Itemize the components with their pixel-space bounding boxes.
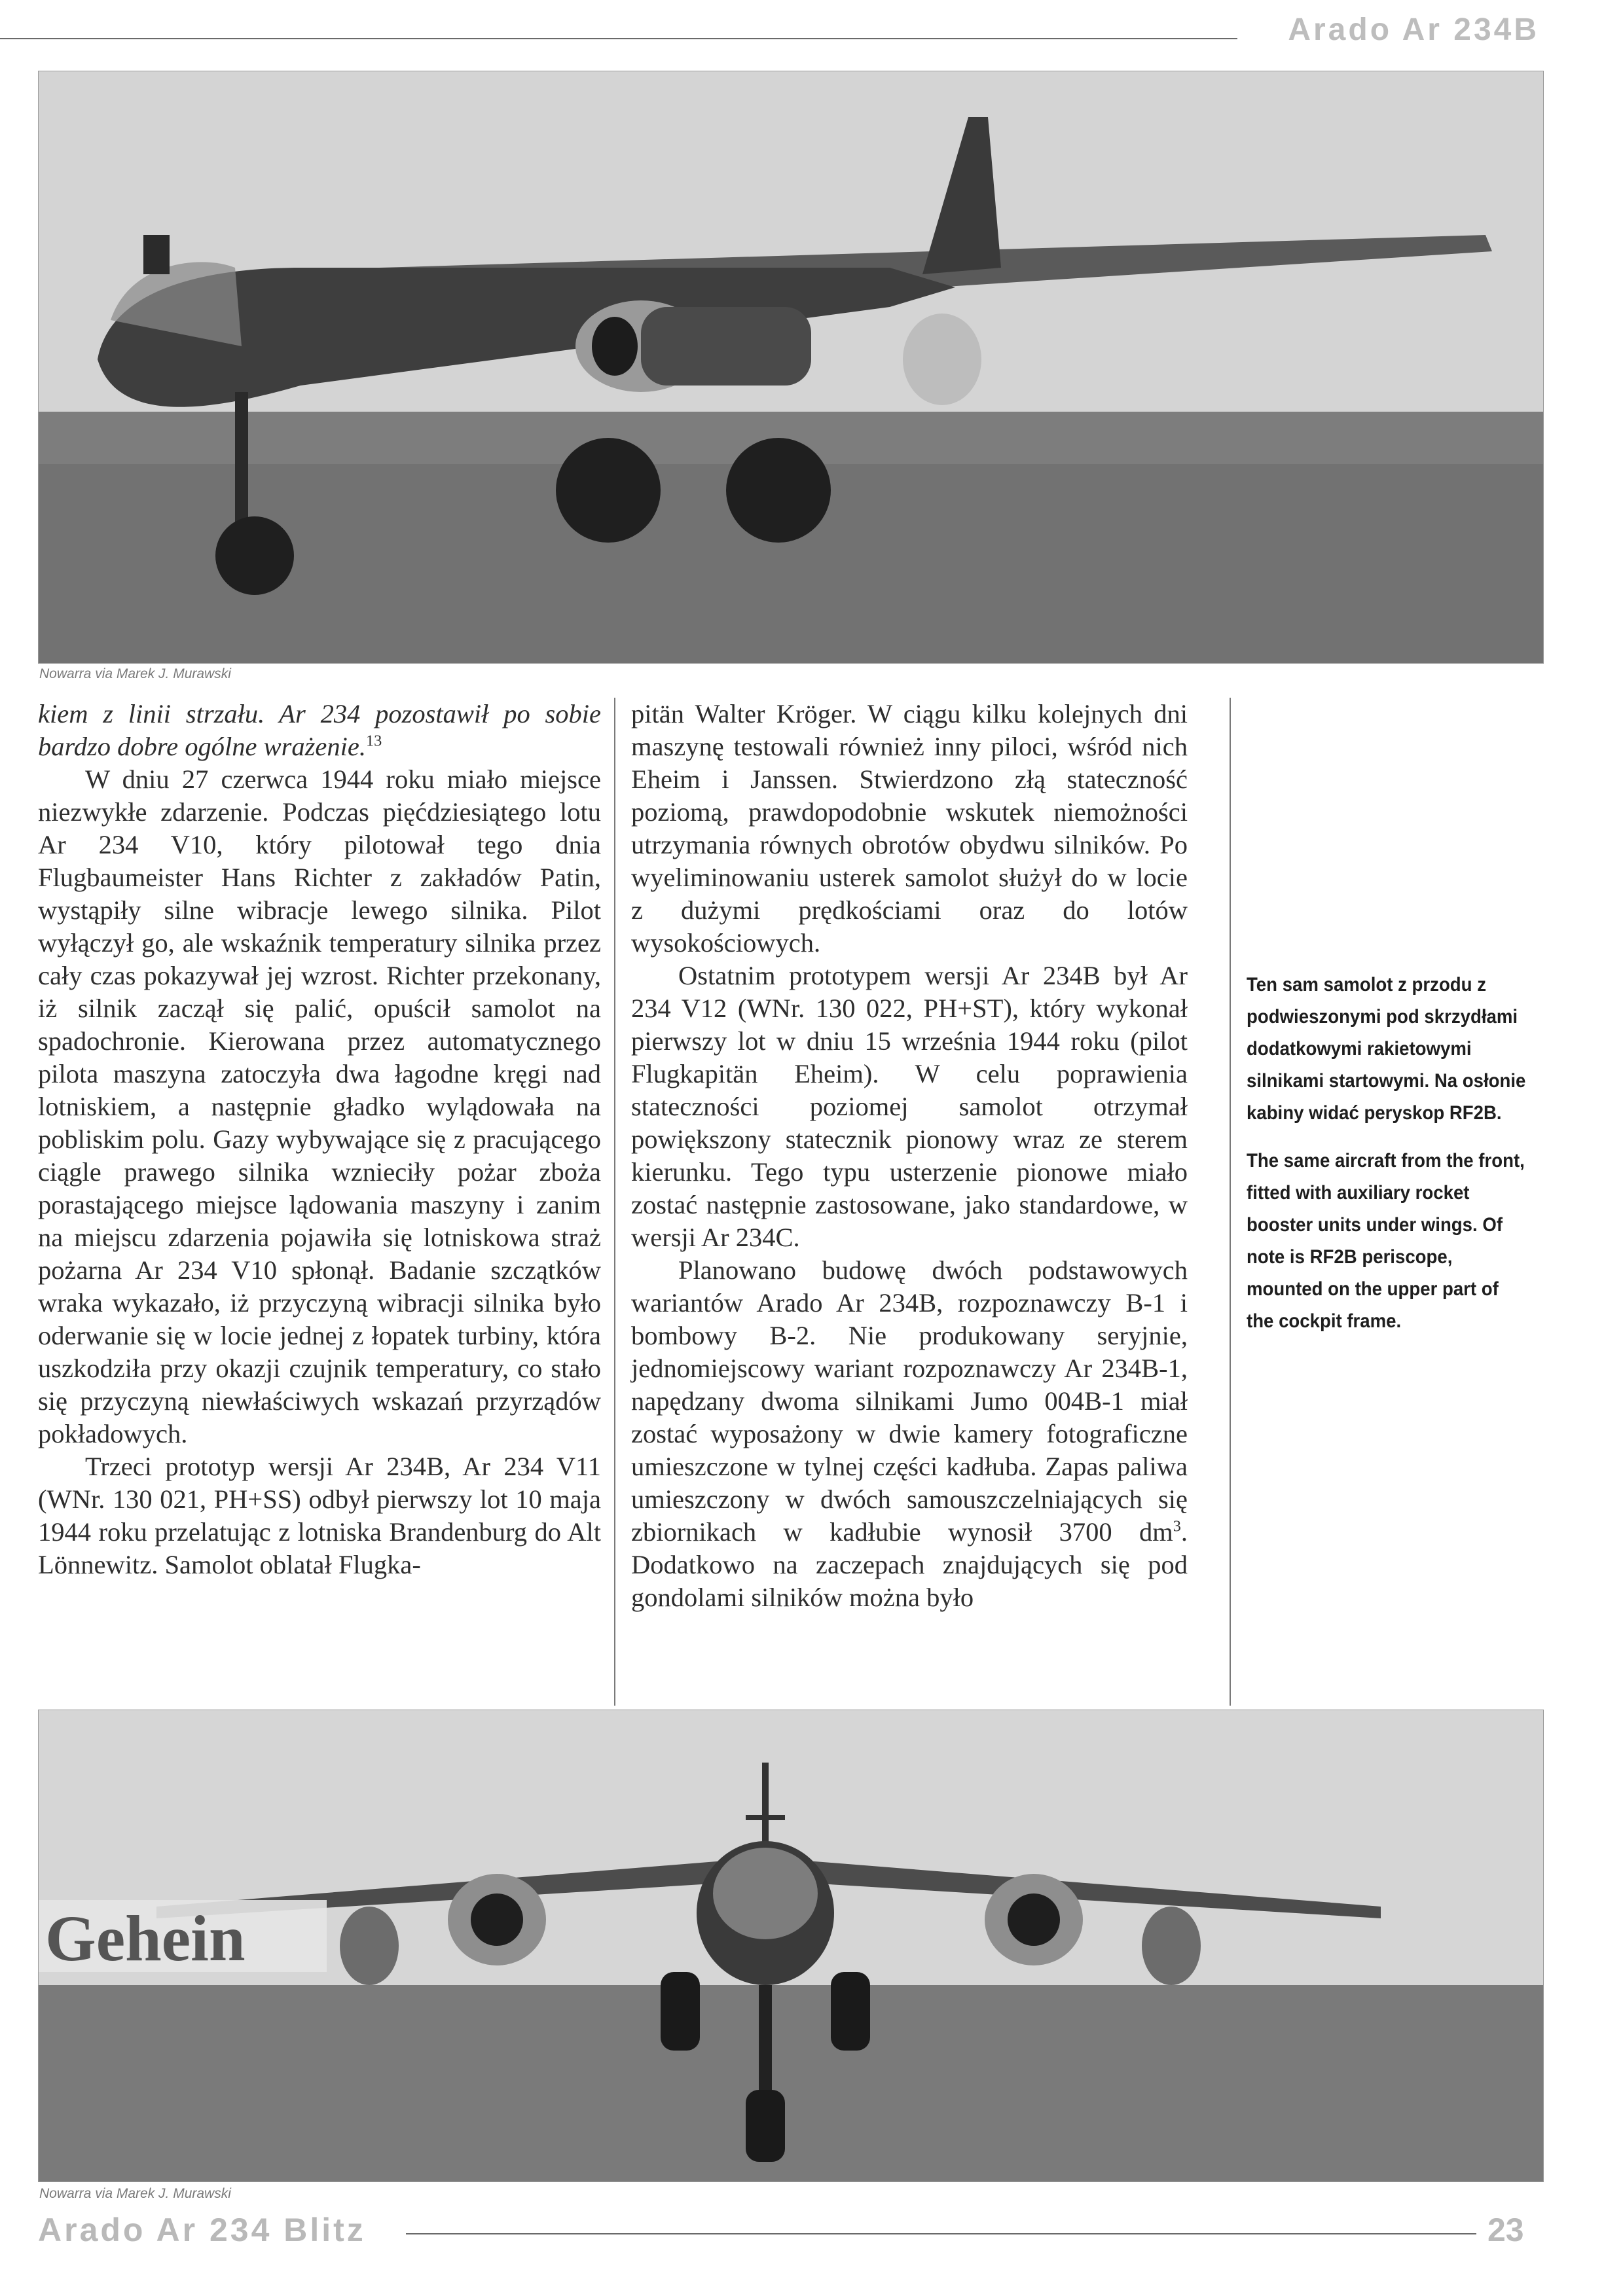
caption-polish: Ten sam samolot z przodu z podwieszonymi pod skrzydłami dodatkowymi rakietowymi silnikami startowymi. Na osłonie kabiny widać peryskop RF2B. — [1247, 974, 1526, 1124]
header-rule — [0, 38, 1237, 39]
text-column-middle — [631, 698, 1188, 1614]
paragraph: Ostatnim prototypem wersji Ar 234B był Ar 234 V12 (WNr. 130 022, PH+ST), który wykonał pierwszy lot w dniu 15 września 1944 roku (pilot Flugkapitän Eheim). W celu poprawienia stateczności poziomej samolot otrzymał powiększony statecznik pionowy wraz ze sterem kierunku. Tego typu usterzenie pionowe miało zostać następnie zastosowane, jako standardowe, w wersji Ar 234C. — [631, 961, 1188, 1252]
aircraft-side-illustration — [39, 71, 1543, 663]
photo-aircraft-side-view — [38, 71, 1544, 664]
paragraph-text: kiem z linii strzału. Ar 234 pozostawił po sobie bardzo dobre ogólne wrażenie. — [38, 699, 601, 761]
paragraph: pitän Walter Kröger. W ciągu kilku kolejnych dni maszynę testowali również inny piloci, wśród nich Eheim i Janssen. Stwierdzono złą stateczność poziomą, prawdopodobnie wskutek niemożności utrzymania równych obrotów obydwu silników. Po wyeliminowaniu usterek samolot służył do w locie z dużymi prędkościami oraz do lotów wysokościowych. — [631, 699, 1188, 958]
photo-credit-bottom: Nowarra via Marek J. Murawski — [39, 2186, 231, 2201]
painted-word: Gehein — [45, 1902, 246, 1975]
paragraph-text: . Dodatkowo na zaczepach znajdujących się pod gondolami silników można było — [631, 1517, 1188, 1612]
page-number: 23 — [1487, 2212, 1524, 2248]
footnote-ref: 13 — [365, 732, 382, 750]
column-divider — [1230, 698, 1231, 1706]
paragraph — [38, 698, 601, 763]
paragraph: W dniu 27 czerwca 1944 roku miało miejsce niezwykłe zdarzenie. Podczas pięćdziesiątego lotu Ar 234 V10, który pilotował tego dnia Flugbaumeister Hans Richter z zakładów Patin, wystąpiły silne wibracje lewego silnika. Pilot wyłączył go, ale wskaźnik temperatury silnika przez cały czas pokazywał jej wzrost. Richter przekonany, iż silnik zaczął się palić, opuścił samolot na spadochronie. Kierowana przez automatycznego pilota maszyna zatoczyła dwa łagodne kręgi nad lotniskiem, a następnie gładko wylądowała na pobliskim polu. Gazy wybywające się z pracującego ciągle prawego silnika wznieciły pożar zboża porastającego miejsce lądowania maszyny i zanim na miejscu zdarzenia pojawiła się lotniskowa straż pożarna Ar 234 V10 spłonął. Badanie szczątków wraka wykazało, iż przyczyną wibracji silnika było oderwanie się w locie jednej z łopatek turbiny, która uszkodziła przy okazji czujnik temperatury, co stało się przyczyną niewłaściwych wskazań przyrządów pokładowych. — [38, 764, 601, 1448]
photo-credit-top: Nowarra via Marek J. Murawski — [39, 666, 231, 681]
text-column-left — [38, 698, 601, 1581]
caption-english: The same aircraft from the front, fitted with auxiliary rocket booster units under wings. Of note is RF2B periscope, mounted on the upper part of the cockpit frame. — [1247, 1150, 1525, 1332]
photo-caption-sidebar — [1247, 969, 1529, 1353]
footer-rule — [406, 2233, 1476, 2234]
paragraph — [631, 1254, 1188, 1614]
photo-aircraft-front-view — [38, 1710, 1544, 2182]
aircraft-front-illustration — [39, 1710, 1543, 2181]
column-divider — [614, 698, 615, 1706]
paragraph-text: Planowano budowę dwóch podstawowych wariantów Arado Ar 234B, rozpoznawczy B-1 i bombowy B-2. Nie produkowany seryjnie, jednomiejscowy wariant rozpoznawczy Ar 234B-1, napędzany dwoma silnikami Jumo 004B-1 miał zostać wyposażony w dwie kamery fotograficzne umieszczone w tylnej części kadłuba. Zapas paliwa umieszczony w dwóch samouszczelniających się zbiornikach w kadłubie wynosił 3700 dm — [631, 1255, 1188, 1547]
footer-book-title: Arado Ar 234 Blitz — [38, 2212, 366, 2248]
superscript: 3 — [1173, 1517, 1181, 1535]
running-header-title: Arado Ar 234B — [1288, 12, 1539, 47]
paragraph: Trzeci prototyp wersji Ar 234B, Ar 234 V11 (WNr. 130 021, PH+SS) odbył pierwszy lot 10 maja 1944 roku przelatując z lotniska Brandenburg do Alt Lönnewitz. Samolot oblatał Flugka- — [38, 1452, 601, 1579]
